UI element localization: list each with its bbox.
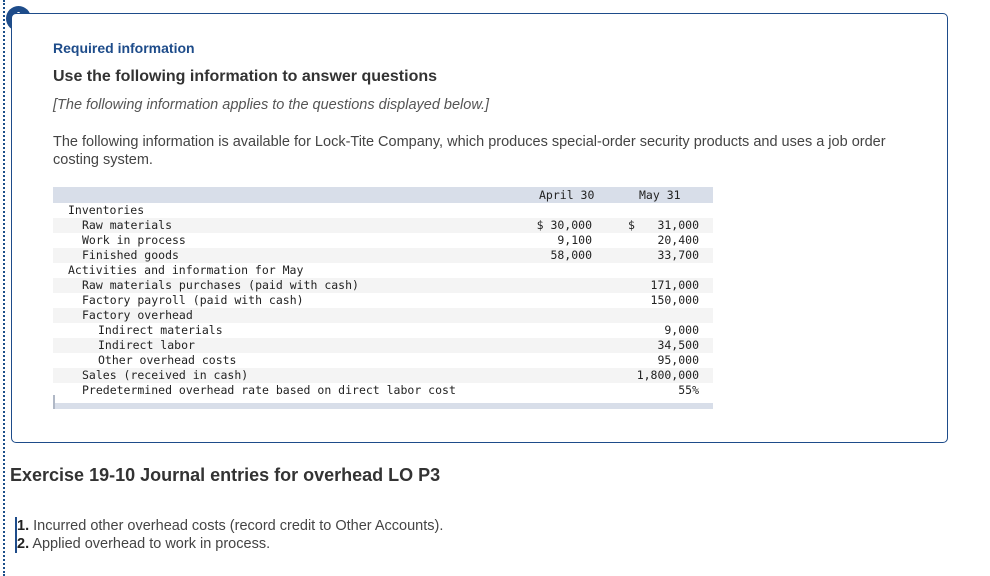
row-label: Activities and information for May (68, 263, 304, 277)
exercise-title: Exercise 19-10 Journal entries for overhead LO P3 (10, 465, 441, 485)
task-text: Incurred other overhead costs (record credit to Other Accounts). (29, 518, 444, 534)
left-dotted-rule (3, 0, 5, 576)
column-header-may: May 31 (639, 188, 681, 202)
row-label: Raw materials (82, 218, 173, 232)
row-label: Raw materials purchases (paid with cash) (82, 278, 359, 292)
may-value: 33,700 (657, 248, 699, 262)
table-row (53, 218, 713, 233)
task-number: 2. (17, 536, 30, 552)
column-header-april: April 30 (539, 188, 595, 202)
row-label: Indirect labor (98, 338, 195, 352)
row-label: Other overhead costs (98, 353, 237, 367)
task-number: 1. (17, 518, 30, 534)
table-footer-bar (53, 403, 713, 409)
task-text: Applied overhead to work in process. (29, 536, 271, 552)
april-value: 9,100 (557, 233, 592, 247)
table-row (53, 353, 713, 368)
table-row (53, 248, 713, 263)
table-row (53, 263, 713, 278)
list-item (17, 535, 443, 553)
row-label: Indirect materials (98, 323, 223, 337)
april-value: $ 30,000 (536, 218, 592, 232)
table-row (53, 338, 713, 353)
may-value: 34,500 (657, 338, 699, 352)
task-list (15, 517, 443, 553)
april-value: 58,000 (550, 248, 592, 262)
required-info-heading: Required information (53, 40, 195, 56)
may-value: 55% (678, 383, 699, 397)
row-label: Factory overhead (82, 308, 193, 322)
may-dollar-sign: $ (628, 218, 635, 232)
row-label: Sales (received in cash) (82, 368, 249, 382)
row-label: Work in process (82, 233, 186, 247)
list-item (17, 517, 443, 535)
may-value: 9,000 (664, 323, 699, 337)
may-value: 150,000 (650, 293, 699, 307)
row-label: Inventories (68, 203, 145, 217)
row-label: Predetermined overhead rate based on direct labor cost (82, 383, 456, 397)
may-value: 171,000 (650, 278, 699, 292)
may-value: 31,000 (657, 218, 699, 232)
table-row (53, 203, 713, 218)
instructions-heading: Use the following information to answer questions (53, 68, 438, 85)
table-header-bar (53, 187, 713, 203)
table-row (53, 368, 713, 383)
intro-paragraph: The following information is available for Lock-Tite Company, which produces special-order security products and uses a job order costing system. (53, 134, 886, 168)
table-row (53, 308, 713, 323)
table-row (53, 293, 713, 308)
row-label: Factory payroll (paid with cash) (82, 293, 304, 307)
row-label: Finished goods (82, 248, 179, 262)
table-row (53, 233, 713, 248)
applies-note: [The following information applies to the questions displayed below.] (53, 97, 490, 113)
table-row (53, 323, 713, 338)
table-row (53, 383, 713, 398)
table-row (53, 278, 713, 293)
may-value: 1,800,000 (636, 368, 699, 382)
may-value: 95,000 (657, 353, 699, 367)
financial-data-table (53, 187, 713, 411)
may-value: 20,400 (657, 233, 699, 247)
